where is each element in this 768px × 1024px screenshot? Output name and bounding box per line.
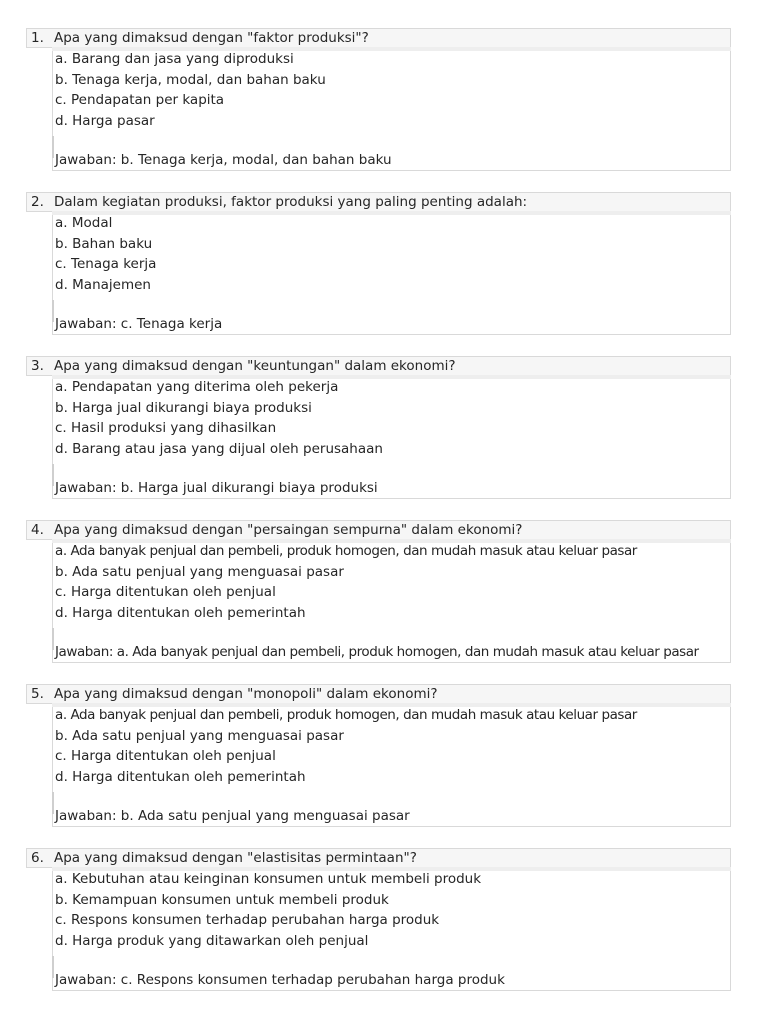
option-a: a. Pendapatan yang diterima oleh pekerja [55,379,339,395]
option-b: b. Harga jual dikurangi biaya produksi [55,400,312,416]
answer-area [52,47,731,171]
option-b: b. Ada satu penjual yang menguasai pasar [55,564,344,580]
blank-line-marker [52,956,54,978]
answer-text: Jawaban: c. Respons konsumen terhadap perubahan harga produk [55,972,505,988]
answer-text: Jawaban: b. Ada satu penjual yang menguasai pasar [55,808,410,824]
option-c: c. Pendapatan per kapita [55,92,225,108]
answer-area [52,539,731,663]
question-text: Apa yang dimaksud dengan "persaingan sempurna" dalam ekonomi? [54,522,523,538]
option-d: d. Harga produk yang ditawarkan oleh penjual [55,933,369,949]
option-b: b. Ada satu penjual yang menguasai pasar [55,728,344,744]
option-d: d. Harga pasar [55,113,155,129]
answer-text: Jawaban: c. Tenaga kerja [55,316,223,332]
option-a: a. Barang dan jasa yang diproduksi [55,51,294,67]
question-text: Apa yang dimaksud dengan "keuntungan" dalam ekonomi? [54,358,456,374]
question-number: 1. [31,30,44,46]
option-d: d. Barang atau jasa yang dijual oleh perusahaan [55,441,383,457]
question-block-3 [26,356,731,499]
question-text: Apa yang dimaksud dengan "monopoli" dalam ekonomi? [54,686,438,702]
question-number: 2. [31,194,44,210]
option-b: b. Bahan baku [55,236,153,252]
option-a: a. Ada banyak penjual dan pembeli, produk homogen, dan mudah masuk atau keluar pasar [55,543,637,559]
option-d: d. Harga ditentukan oleh pemerintah [55,605,306,621]
blank-line-marker [52,628,54,650]
blank-line-marker [52,792,54,814]
question-text: Dalam kegiatan produksi, faktor produksi yang paling penting adalah: [54,194,528,210]
question-row [26,684,731,704]
option-a: a. Ada banyak penjual dan pembeli, produk homogen, dan mudah masuk atau keluar pasar [55,707,637,723]
blank-line-marker [52,136,54,158]
answer-area [52,867,731,991]
question-row [26,520,731,540]
question-number: 5. [31,686,44,702]
question-text: Apa yang dimaksud dengan "elastisitas permintaan"? [54,850,417,866]
answer-text: Jawaban: b. Harga jual dikurangi biaya produksi [55,480,378,496]
option-a: a. Kebutuhan atau keinginan konsumen untuk membeli produk [55,871,482,887]
blank-line-marker [52,464,54,486]
question-block-4 [26,520,731,663]
option-c: c. Tenaga kerja [55,256,157,272]
option-c: c. Hasil produksi yang dihasilkan [55,420,277,436]
quiz-document [26,28,731,1012]
option-d: d. Manajemen [55,277,151,293]
option-a: a. Modal [55,215,113,231]
answer-text: Jawaban: b. Tenaga kerja, modal, dan bahan baku [55,152,392,168]
question-block-1 [26,28,731,171]
option-d: d. Harga ditentukan oleh pemerintah [55,769,306,785]
question-row [26,848,731,868]
answer-text: Jawaban: a. Ada banyak penjual dan pembeli, produk homogen, dan mudah masuk atau keluar pasar [55,644,699,660]
answer-area [52,375,731,499]
option-b: b. Kemampuan konsumen untuk membeli produk [55,892,389,908]
question-row [26,192,731,212]
question-number: 4. [31,522,44,538]
blank-line-marker [52,300,54,322]
question-row [26,28,731,48]
question-text: Apa yang dimaksud dengan "faktor produksi"? [54,30,369,46]
question-block-6 [26,848,731,991]
answer-area [52,211,731,335]
question-number: 6. [31,850,44,866]
option-c: c. Harga ditentukan oleh penjual [55,584,276,600]
option-c: c. Harga ditentukan oleh penjual [55,748,276,764]
question-number: 3. [31,358,44,374]
question-block-5 [26,684,731,827]
answer-area [52,703,731,827]
question-block-2 [26,192,731,335]
question-row [26,356,731,376]
option-c: c. Respons konsumen terhadap perubahan harga produk [55,912,440,928]
option-b: b. Tenaga kerja, modal, dan bahan baku [55,72,326,88]
